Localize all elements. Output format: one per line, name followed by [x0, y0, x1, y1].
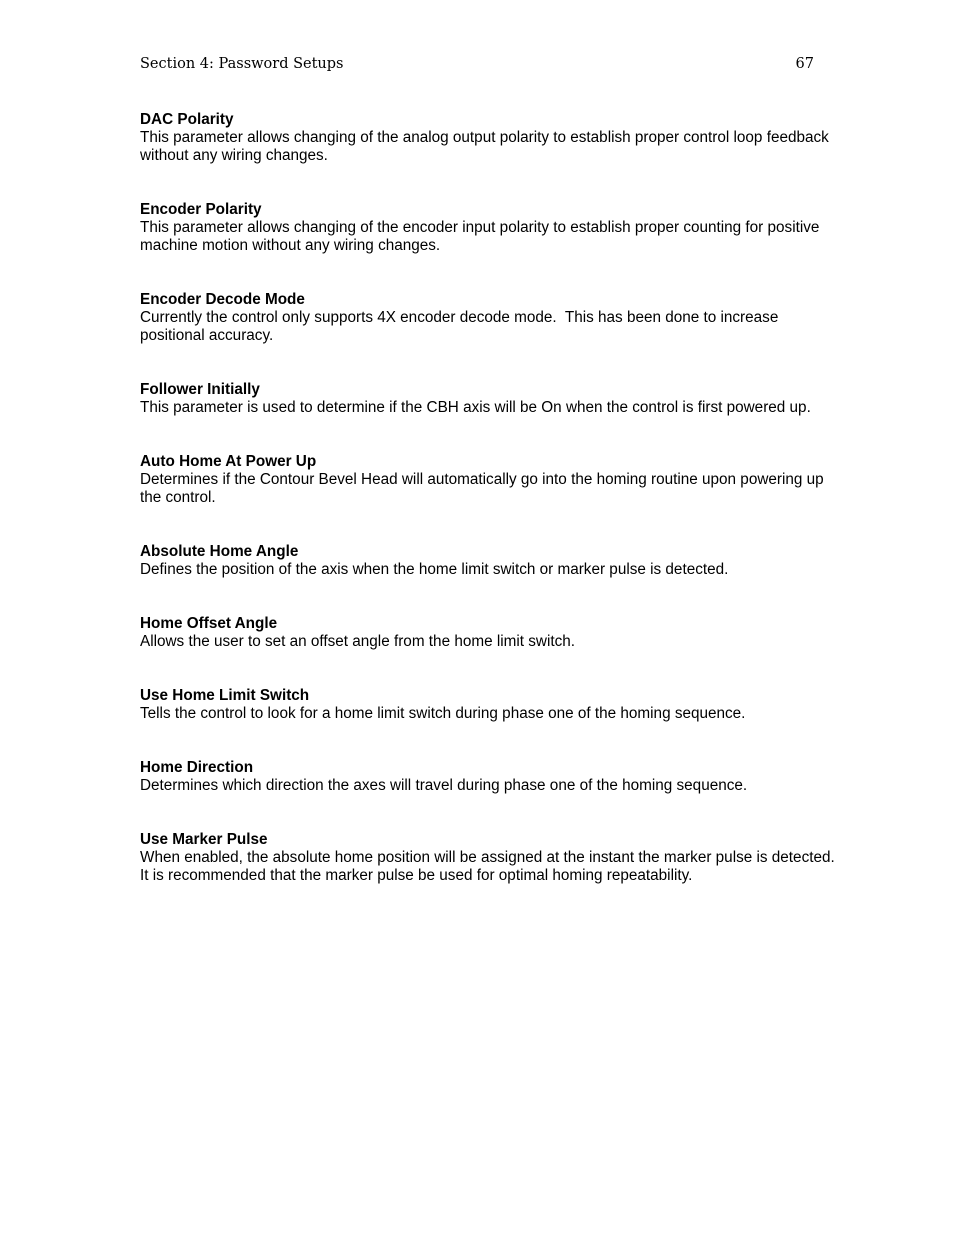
param-description: Determines if the Contour Bevel Head will automatically go into the homing routine upon powering up the control.	[140, 471, 828, 506]
param-title: Auto Home At Power Up	[140, 453, 317, 470]
param-follower-initially	[140, 381, 840, 417]
param-description: Allows the user to set an offset angle from the home limit switch.	[140, 633, 576, 650]
section-title: Section 4: Password Setups	[140, 56, 344, 72]
param-use-home-limit-switch	[140, 687, 840, 723]
param-auto-home-at-power-up	[140, 453, 840, 507]
page-header	[140, 56, 814, 76]
param-description: Defines the position of the axis when the home limit switch or marker pulse is detected.	[140, 561, 729, 578]
param-description: This parameter allows changing of the encoder input polarity to establish proper counting for positive machine motion without any wiring changes.	[140, 219, 824, 254]
param-description: This parameter is used to determine if the CBH axis will be On when the control is first powered up.	[140, 399, 811, 416]
param-description: When enabled, the absolute home position will be assigned at the instant the marker pulse is detected. It is recommended that the marker pulse be used for optimal homing repeatability.	[140, 849, 844, 884]
param-description: Currently the control only supports 4X encoder decode mode. This has been done to increase positional accuracy.	[140, 309, 783, 344]
param-encoder-polarity	[140, 201, 840, 255]
param-description: This parameter allows changing of the analog output polarity to establish proper control loop feedback without any wiring changes.	[140, 129, 834, 164]
param-title: Encoder Polarity	[140, 201, 262, 218]
param-use-marker-pulse	[140, 831, 844, 885]
param-description: Determines which direction the axes will travel during phase one of the homing sequence.	[140, 777, 748, 794]
param-home-direction	[140, 759, 840, 795]
param-description: Tells the control to look for a home limit switch during phase one of the homing sequence.	[140, 705, 746, 722]
page-number: 67	[795, 56, 814, 72]
param-title: Use Home Limit Switch	[140, 687, 310, 704]
param-dac-polarity	[140, 111, 840, 165]
parameter-list	[140, 111, 844, 921]
param-encoder-decode-mode	[140, 291, 840, 345]
param-title: Absolute Home Angle	[140, 543, 299, 560]
param-title: DAC Polarity	[140, 111, 234, 128]
param-title: Home Direction	[140, 759, 254, 776]
param-home-offset-angle	[140, 615, 840, 651]
param-absolute-home-angle	[140, 543, 840, 579]
param-title: Home Offset Angle	[140, 615, 278, 632]
param-title: Use Marker Pulse	[140, 831, 268, 848]
param-title: Follower Initially	[140, 381, 260, 398]
param-title: Encoder Decode Mode	[140, 291, 305, 308]
